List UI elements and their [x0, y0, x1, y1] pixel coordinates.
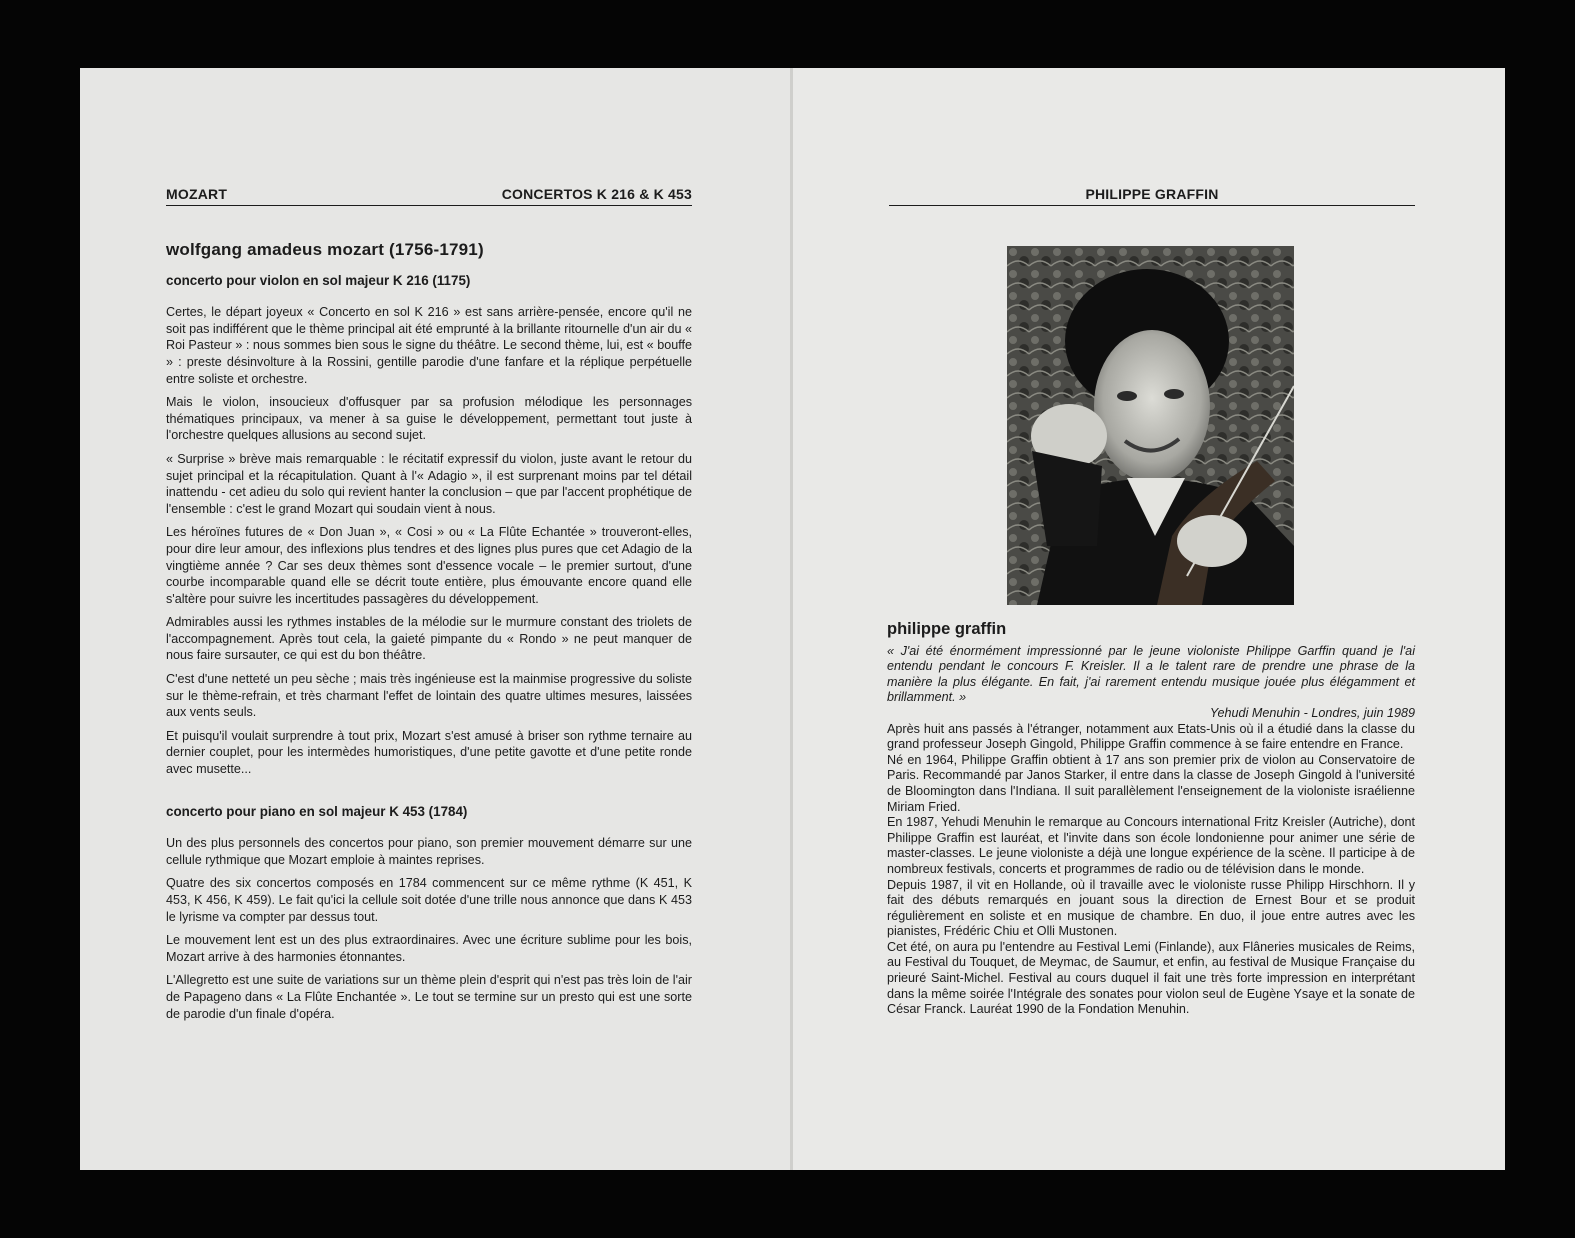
paragraph: Et puisqu'il voulait surprendre à tout prix, Mozart s'est amusé à briser son rythme ternaire au dernier couplet, pour les intermèdes humoristiques, d'une petite gavotte et d'une petite ronde avec musette...: [166, 728, 692, 777]
paragraph: Les héroïnes futures de « Don Juan », « Cosi » ou « La Flûte Echantée » trouveront-elles, pour dire leur amour, des inflexions plus tendres et des lignes plus pures que cet Adagio de la vingtième année ? Car ses deux thèmes sont d'essence vocale – le premier surtout, d'une courbe incomparable quand elle se décrit toute entière, plus émouvante encore quand elle s'altère pour suivre les incertitudes passagères du développement.: [166, 525, 692, 606]
bio-paragraph: En 1987, Yehudi Menuhin le remarque au Concours international Fritz Kreisler (Autriche), dont Philippe Graffin est lauréat, et l'invite dans son école londonienne pour animer une série de master-classes. Le jeune violoniste a déjà une longue expérience de la scène. Il participe à de nombreux festivals, concerts et programmes de radio ou de télévision dans le monde.: [887, 815, 1415, 876]
composer-title: wolfgang amadeus mozart (1756-1791): [166, 240, 484, 259]
paragraph: « Surprise » brève mais remarquable : le récitatif expressif du violon, juste avant le retour du sujet principal et la récapitulation. Quant à l'« Adagio », il est surprenant moins par tel détail inattendu - cet adieu du solo qui revient hanter la conclusion – que par l'accent prophétique de l'ensemble : c'est le grand Mozart qui soudain vient à nous.: [166, 451, 692, 516]
paragraph: C'est d'une netteté un peu sèche ; mais très ingénieuse est la mainmise progressive du soliste sur le thème-refrain, et très charmant l'effet de lointain des quatre ultimes mesures, laissées aux vents seuls.: [166, 672, 692, 720]
header-works: CONCERTOS K 216 & K 453: [501, 186, 692, 202]
paragraph: Certes, le départ joyeux « Concerto en sol K 216 » est sans arrière-pensée, encore qu'il ne soit pas indifférent que le thème principal ait été emprunté à la brillante ritournelle d'un air du « Roi Pasteur » : nous sommes bien sous le signe du théâtre. Le second thème, lui, est « bouffe » : preste désinvolture à la Rossini, gentille parodie d'une fanfare et la réplique perpétuelle entre soliste et orchestre.: [166, 305, 692, 386]
left-running-head: [166, 186, 692, 206]
paragraph: Mais le violon, insoucieux d'offusquer par sa profusion mélodique les personnages thématiques principaux, va mener à sa guise le développement, permettant tout juste à l'orchestre quelques allusions au second sujet.: [166, 395, 692, 443]
paragraph: Le mouvement lent est un des plus extraordinaires. Avec une écriture sublime pour les bois, Mozart arrive à des harmonies étonnantes.: [166, 933, 692, 964]
right-running-head: PHILIPPE GRAFFIN: [889, 186, 1415, 206]
right-text-column: [887, 622, 1415, 1018]
portrait-drawing: [1007, 246, 1294, 605]
left-text-column: [166, 242, 692, 1029]
bio-paragraph: Cet été, on aura pu l'entendre au Festival Lemi (Finlande), aux Flâneries musicales de Reims, au Festival du Touquet, de Meymac, de Saumur, et enfin, au festival de Musique Française du prieuré Saint-Michel. Festival au cours duquel il fait une très forte impression en interprétant dans la même soirée l'Intégrale des sonates pour violon seul de Eugène Ysaye et la sonate de César Franck. Lauréat 1990 de la Fondation Menuhin.: [887, 939, 1415, 1017]
paragraph: Un des plus personnels des concertos pour piano, son premier mouvement démarre sur une cellule rythmique que Mozart emploie à maintes reprises.: [166, 836, 692, 867]
bio-paragraph: Après huit ans passés à l'étranger, notamment aux Etats-Unis où il a étudié dans la classe du grand professeur Joseph Gingold, Philippe Graffin commence à se faire entendre en France.: [887, 721, 1415, 752]
bio-paragraph: Depuis 1987, il vit en Hollande, où il travaille avec le violoniste russe Philipp Hirschhorn. Il y fait des débuts remarqués en jouant sous la direction de Ernest Bour et se produit régulièrement en soliste et en musique de chambre. En duo, il joue entre autres avec les pianistes, Frédéric Chiu et Olli Mustonen.: [887, 877, 1415, 939]
header-composer: MOZART: [166, 186, 228, 202]
paragraph: L'Allegretto est une suite de variations sur un thème plein d'esprit qui n'est pas très loin de l'air de Papageno dans « La Flûte Enchantée ». Le tout se termine sur un presto qui est une sorte de parodie d'un finale d'opéra.: [166, 973, 692, 1021]
portrait-photo-icon: [1007, 246, 1294, 605]
bio-title: philippe graffin: [887, 620, 1007, 638]
menuhin-quote: « J'ai été énormément impressionné par le jeune violoniste Philippe Garffin quand je l'ai entendu pendant le concours F. Kreisler. Il a le talent rare de prendre une phrase de la manière la plus élégante. En fait, j'ai rarement entendu musique jouée plus élégamment et brillamment. »: [887, 643, 1415, 705]
bio-paragraph: Né en 1964, Philippe Graffin obtient à 17 ans son premier prix de violon au Conservatoire de Paris. Recommandé par Janos Starker, il entre dans la classe de Joseph Gingold à l'université de Bloomington dans l'Indiana. Il suit parallèlement l'enseignement de la violoniste israélienne Miriam Fried.: [887, 752, 1415, 814]
quote-attribution: Yehudi Menuhin - Londres, juin 1989: [1209, 705, 1415, 720]
section-violin-concerto-title: concerto pour violon en sol majeur K 216 (1175): [166, 272, 471, 288]
right-page: [793, 68, 1505, 1170]
section-piano-concerto-title: concerto pour piano en sol majeur K 453 (1784): [166, 803, 468, 819]
paragraph: Admirables aussi les rythmes instables de la mélodie sur le murmure constant des triolets de l'accompagnement. Après tout cela, la gaieté pimpante du « Rondo » ne peut manquer de nous faire sursauter, ce qui est du bon théâtre.: [166, 615, 692, 663]
paragraph: Quatre des six concertos composés en 1784 commencent sur ce même rythme (K 451, K 453, K 456, K 459). Le fait qu'ici la cellule soit dotée d'une trille nous annonce que dans K 453 le lyrisme va compter par dessus tout.: [166, 876, 692, 924]
left-page: [80, 68, 790, 1170]
